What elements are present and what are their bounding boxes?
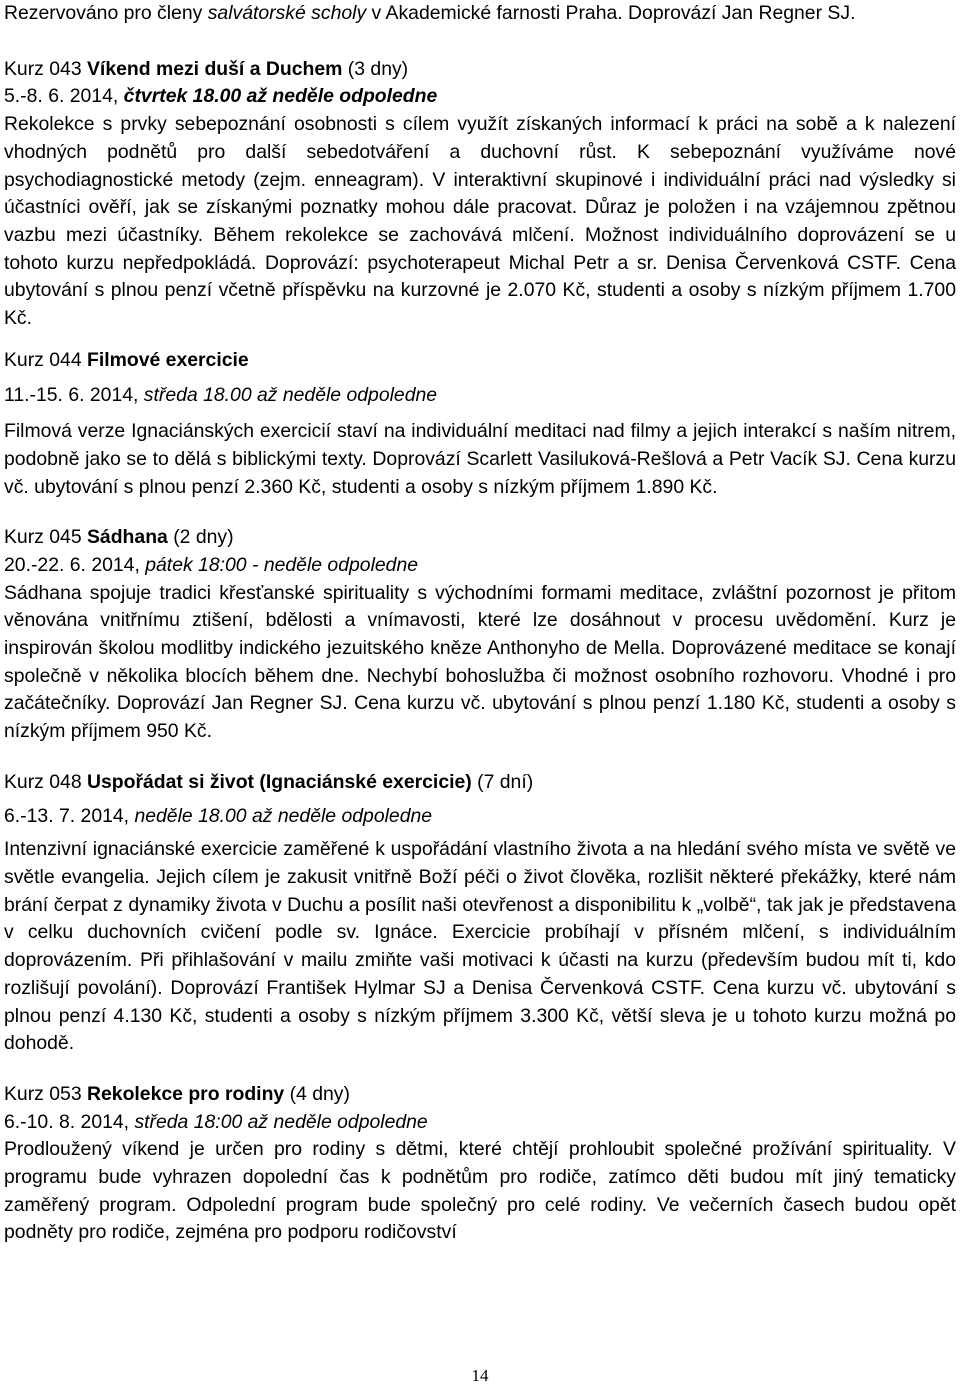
course-title: Rekolekce pro rodiny — [87, 1082, 285, 1105]
course-date-emphasis: čtvrtek 18.00 až neděle odpoledne — [123, 85, 438, 108]
course-date — [4, 382, 956, 410]
course-title: Uspořádat si život (Ignaciánské exercicie) — [87, 770, 472, 793]
course-date-emphasis: neděle 18.00 až neděle odpoledne — [134, 804, 433, 827]
course-duration: (7 dní) — [471, 770, 534, 793]
course-date-text: 6.-13. 7. 2014, — [4, 804, 135, 827]
course-date-text: 20.-22. 6. 2014, — [4, 553, 146, 576]
intro-italic-text: salvátorské scholy — [207, 2, 367, 24]
course-044 — [4, 347, 956, 502]
course-date — [4, 803, 956, 831]
course-title: Filmové exercicie — [87, 348, 249, 371]
course-043 — [4, 56, 956, 333]
course-code: Kurz 048 — [4, 770, 87, 793]
page-number: 14 — [471, 1366, 489, 1385]
course-code: Kurz 044 — [4, 348, 87, 371]
course-code: Kurz 043 — [4, 57, 87, 80]
course-053 — [4, 1081, 956, 1247]
course-duration: (2 dny) — [167, 526, 234, 549]
course-title: Víkend mezi duší a Duchem — [87, 57, 343, 80]
course-heading — [4, 1081, 956, 1109]
course-date-emphasis: středa 18:00 až neděle odpoledne — [134, 1110, 428, 1133]
document-page — [4, 0, 956, 1247]
course-date-emphasis: středa 18.00 až neděle odpoledne — [143, 384, 438, 407]
course-heading — [4, 769, 956, 797]
course-code: Kurz 045 — [4, 526, 87, 549]
course-title: Sádhana — [87, 526, 168, 549]
course-date-text: 6.-10. 8. 2014, — [4, 1110, 135, 1133]
course-date — [4, 83, 956, 111]
intro-text-end: v Akademické farnosti Praha. Doprovází Jan Regner SJ. — [366, 2, 856, 24]
course-description: Sádhana spojuje tradici křesťanské spirituality s východními formami meditace, zvláštní pozornost je přitom věnována vnitřnímu ztišení, bdělosti a vnímavosti, které lze dosáhnout v procesu uvědomění. Kurz je inspirován školou modlitby indického jezuitského kněze Anthonyho de Mella. Doprovázené meditace se konají společně v několika blocích během dne. Nechybí bohoslužba či možnost osobního rozhovoru. Vhodné i pro začátečníky. Doprovází Jan Regner SJ. Cena kurzu vč. ubytování s plnou penzí 1.180 Kč, studenti a osoby s nízkým příjmem 950 Kč. — [4, 581, 956, 743]
course-duration: (4 dny) — [284, 1082, 350, 1105]
course-date-text: 5.-8. 6. 2014, — [4, 85, 124, 108]
course-heading — [4, 524, 956, 552]
course-date-text: 11.-15. 6. 2014, — [4, 384, 144, 407]
course-description: Prodloužený víkend je určen pro rodiny s dětmi, které chtějí prohloubit společné prožívání spirituality. V programu bude vyhrazen dopolední čas k podnětům pro rodiče, zatímco děti budou mít jiný tematicky zaměřený program. Odpolední program bude společný pro celé rodiny. Ve večerních časech budou opět podněty pro rodiče, zejména pro podporu rodičovství — [4, 1138, 956, 1244]
course-code: Kurz 053 — [4, 1082, 87, 1105]
course-date-emphasis: pátek 18:00 - neděle odpoledne — [145, 553, 419, 576]
course-heading — [4, 56, 956, 84]
course-duration: (3 dny) — [342, 57, 409, 80]
course-description: Rekolekce s prvky sebepoznání osobnosti s cílem využít získaných informací k práci na sobě a k nalezení vhodných podnětů pro další sebedotváření a duchovní růst. K sebepoznání využíváme nové psychodiagnostické metody (zejm. enneagram). V interaktivní skupinové i individuální práci nad výsledky si účastníci ověří, jak se získanými poznatky mohou dále pracovat. Důraz je položen i na vzájemnou zpětnou vazbu mezi účastníky. Během rekolekce se zachovává mlčení. Možnost individuálního doprovázení se u tohoto kurzu nepředpokládá. Doprovází: psychoterapeut Michal Petr a sr. Denisa Červenková CSTF. Cena ubytování s plnou penzí včetně příspěvku na kurzovné je 2.070 Kč, studenti a osoby s nízkým příjmem 1.700 Kč. — [4, 113, 956, 330]
course-048 — [4, 769, 956, 1058]
intro-paragraph — [4, 0, 956, 28]
course-045 — [4, 524, 956, 746]
course-description: Intenzivní ignaciánské exercicie zaměřené k uspořádání vlastního života a na hledání svého místa ve světě ve světle evangelia. Jejich cílem je zakusit vnitřně Boží péči o život člověka, rozlišit některé překážky, které nám brání čerpat z dynamiky života v Duchu a posílit naši otevřenost a disponibilitu k „volbě“, tak jak je představena v celku duchovních cvičení podle sv. Ignáce. Exercicie probíhají v přísném mlčení, s individuálním doprovázením. Při přihlašování v mailu zmiňte vaši motivaci k účasti na kurzu (především budou mít ti, kdo rozlišují povolání). Doprovází František Hylmar SJ a Denisa Červenková CSTF. Cena kurzu vč. ubytování s plnou penzí 4.130 Kč, studenti a osoby s nízkým příjmem 3.300 Kč, větší sleva je u tohoto kurzu možná po dohodě. — [4, 838, 956, 1055]
course-date — [4, 1109, 956, 1137]
intro-text: Rezervováno pro členy — [4, 2, 208, 24]
course-heading — [4, 347, 956, 375]
course-date — [4, 552, 956, 580]
course-description: Filmová verze Ignaciánských exercicií staví na individuální meditaci nad filmy a jejich interakcí s naším nitrem, podobně jako se to dělá s biblickými texty. Doprovází Scarlett Vasiluková-Rešlová a Petr Vacík SJ. Cena kurzu vč. ubytování s plnou penzí 2.360 Kč, studenti a osoby s nízkým příjmem 1.890 Kč. — [4, 420, 956, 498]
